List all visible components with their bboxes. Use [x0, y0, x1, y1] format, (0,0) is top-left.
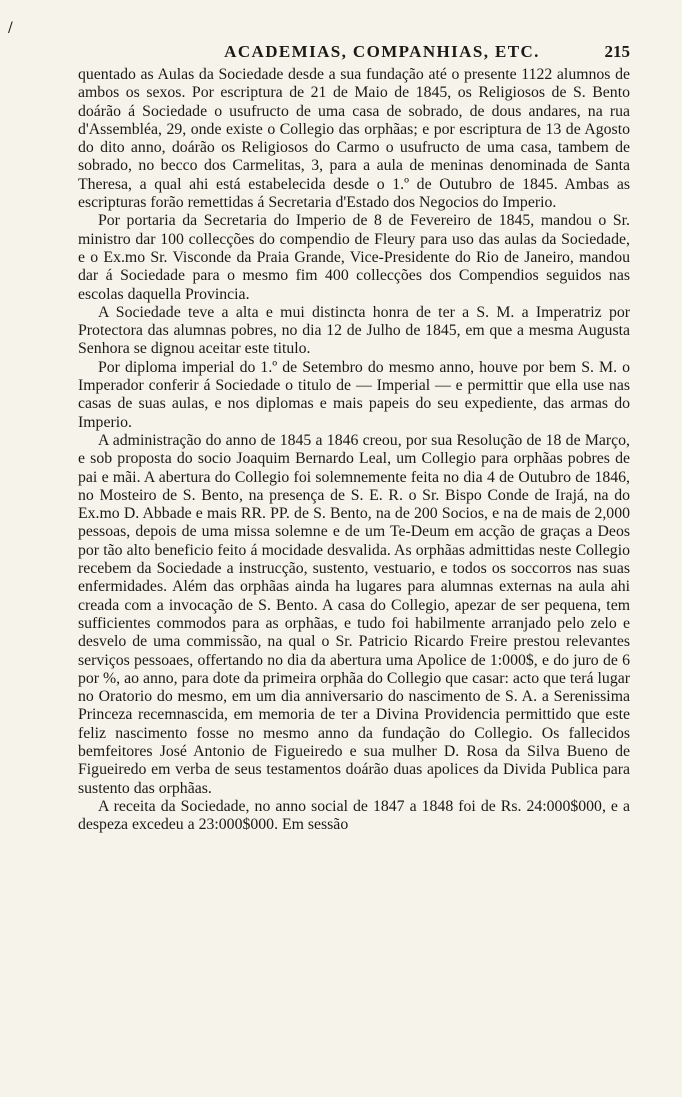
paragraph-5: A administração do anno de 1845 a 1846 creou, por sua Resolução de 18 de Março, e sob proposta do socio Joaquim Bernardo Leal, um Collegio para orphãas pobres de pai e mãi. A abertura do Collegio foi solemnemente feita no dia 4 de Outubro de 1846, no Mosteiro de S. Bento, na presença de S. E. R. o Sr. Bispo Conde de Irajá, na do Ex.mo D. Abbade e mais RR. PP. de S. Bento, na de 200 Socios, e na de mais de 2,000 pessoas, depois de uma missa solemne e de um Te-Deum em acção de graças a Deos por tão alto beneficio feito á mocidade desvalida. As orphãas admittidas neste Collegio recebem da Sociedade a instrucção, sustento, vestuario, e todos os soccorros nas suas enfermidades. Além das orphãas ainda ha lugares para alumnas externas na aula ahi creada com a invocação de S. Bento. A casa do Collegio, apezar de ser pequena, tem sufficientes commodos para as orphãas, e tudo foi habilmente arranjado pelo zelo e desvelo de uma commissão, na qual o Sr. Patricio Ricardo Freire prestou relevantes serviços pessoaes, offertando no dia da abertura uma Apolice de 1:000$, e do juro de 6 por %, ao anno, para dote da primeira orphãa do Collegio que casar: acto que terá lugar no Oratorio do mesmo, em um dia anniversario do nascimento de S. A. a Serenissima Princeza recemnascida, em memoria de ter a Divina Providencia permittido que este feliz nascimento fosse no mesmo anno da fundação do Collegio. Os fallecidos bemfeitores José Antonio de Figueiredo e sua mulher D. Rosa da Silva Bueno de Figueiredo em verba de seus testamentos doárão duas apolices da Divida Publica para sustento das orphãas. [78, 431, 630, 797]
paragraph-2: Por portaria da Secretaria do Imperio de 8 de Fevereiro de 1845, mandou o Sr. ministro dar 100 collecções do compendio de Fleury para uso das aulas da Sociedade, e o Ex.mo Sr. Visconde da Praia Grande, Vice-Presidente do Rio de Janeiro, mandou dar á Sociedade para o mesmo fim 400 collecções dos Compendios seguidos nas escolas daquella Provincia. [78, 212, 630, 303]
paragraph-1: quentado as Aulas da Sociedade desde a sua fundação até o presente 1122 alumnos de ambos os sexos. Por escriptura de 21 de Maio de 1845, os Religiosos de S. Bento doárão á Sociedade o usufructo de uma casa de sobrado, de dous andares, na rua d'Assembléa, 29, onde existe o Collegio das orphãas; e por escriptura de 13 de Agosto do dito anno, doárão os Religiosos do Carmo o usufructo de uma casa, tambem de sobrado, no becco dos Carmelitas, 3, para a aula de meninas denominada de Santa Theresa, a qual ahi está estabelecida desde o 1.º de Outubro de 1845. Ambas as escripturas forão remettidas á Secretaria d'Estado dos Negocios do Imperio. [78, 66, 630, 212]
margin-mark: / [8, 20, 13, 36]
body-text [78, 66, 630, 834]
page-header [78, 42, 630, 66]
paragraph-6: A receita da Sociedade, no anno social de 1847 a 1848 foi de Rs. 24:000$000, e a despeza excedeu a 23:000$000. Em sessão [78, 797, 630, 834]
paragraph-4: Por diploma imperial do 1.º de Setembro do mesmo anno, houve por bem S. M. o Imperador conferir á Sociedade o titulo de — Imperial — e permittir que ella use nas casas de suas aulas, e nos diplomas e mais papeis do seu expediente, das armas do Imperio. [78, 358, 630, 431]
paragraph-3: A Sociedade teve a alta e mui distincta honra de ter a S. M. a Imperatriz por Protectora das alumnas pobres, no dia 12 de Julho de 1845, em que a mesma Augusta Senhora se dignou aceitar este titulo. [78, 303, 630, 358]
page-number: 215 [604, 42, 630, 61]
running-head: ACADEMIAS, COMPANHIAS, ETC. [224, 42, 540, 61]
